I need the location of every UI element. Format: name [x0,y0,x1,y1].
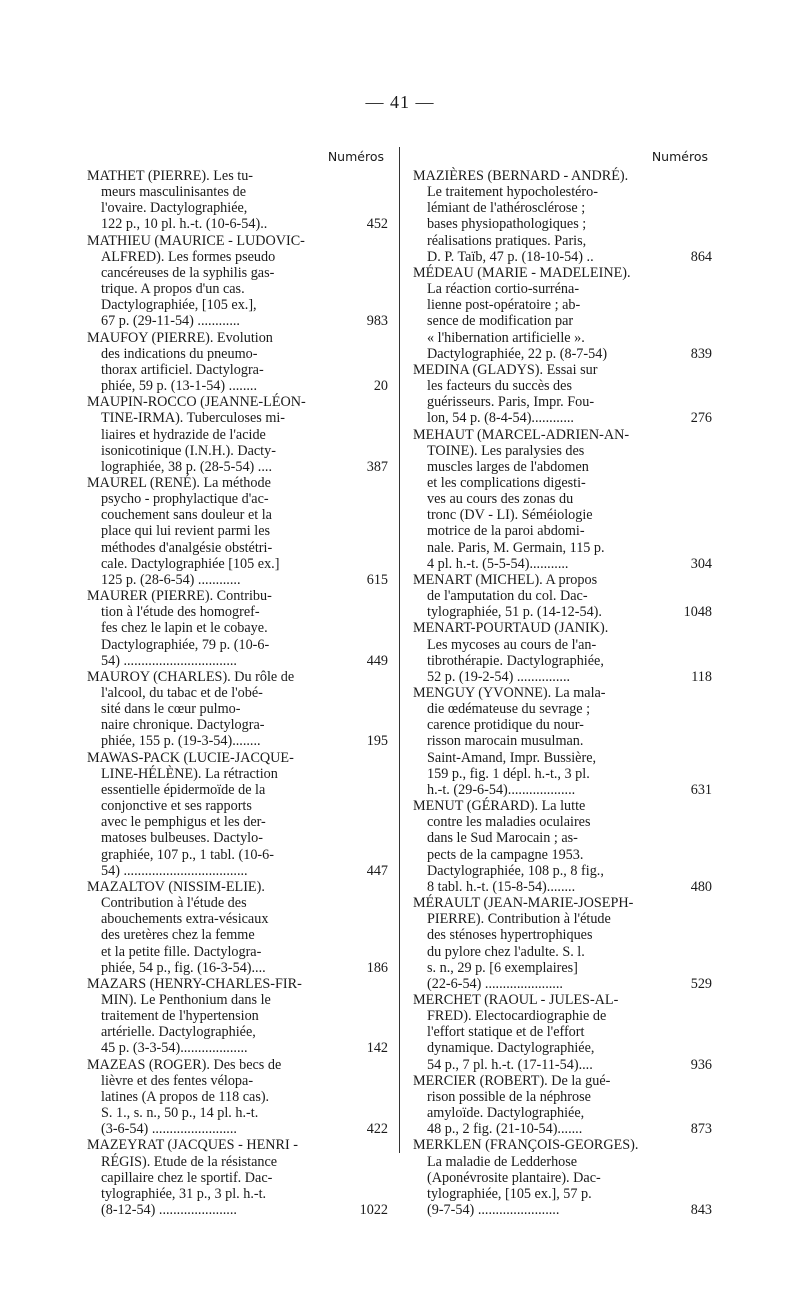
entry-text-line: trique. A propos d'un cas. [101,281,245,298]
entry-text-line: rison possible de la néphrose [427,1088,591,1105]
entry-number: 142 [366,1040,388,1057]
entry-text-line: 48 p., 2 fig. (21-10-54)....... [427,1121,583,1138]
entry-text-line: l'effort statique et de l'effort [427,1024,585,1041]
entry-text-line: thorax artificiel. Dactylogra- [101,361,264,378]
entry-text-line: réalisations pratiques. Paris, [427,232,587,249]
entry-text-line: cale. Dactylographiée [105 ex.] [101,555,280,572]
entry-number: 20 [373,378,388,395]
entry-number: 387 [366,458,388,475]
entry-text-line: cancéreuses de la syphilis gas- [101,264,275,281]
entry-text-line: méthodes d'analgésie obstétri- [101,539,273,556]
entry-text-line: ALFRED). Les formes pseudo [101,248,276,265]
entry-number: 936 [690,1056,712,1073]
entry-text-line: S. 1., s. n., 50 p., 14 pl. h.-t. [101,1105,259,1122]
entry-number: 304 [690,555,712,572]
entry-list [87,168,388,1218]
entry-text-line: fes chez le lapin et le cobaye. [101,620,268,637]
entry-text-line: phiée, 155 p. (19-3-54)........ [101,733,261,750]
entry-text-line: nale. Paris, M. Germain, 115 p. [427,539,605,556]
entry-text-line: PIERRE). Contribution à l'étude [427,911,611,928]
entry-text-line: l'ovaire. Dactylographiée, [101,200,248,217]
entry-text-line: MIN). Le Penthonium dans le [101,991,271,1008]
entry-number: 864 [690,248,712,265]
bibliography-entry [87,1137,388,1218]
bibliography-entry [87,750,388,879]
entry-text-line: La réaction cortio-surréna- [427,281,580,298]
entry-text-line: 45 p. (3-3-54)................... [101,1040,248,1057]
entry-text-line: essentielle épidermoïde de la [101,781,266,798]
entry-text-line: tibrothérapie. Dactylographiée, [427,652,604,669]
right-column [413,145,712,1218]
bibliography-entry [413,992,712,1073]
entry-text-line: D. P. Taïb, 47 p. (18-10-54) .. [427,248,594,265]
entry-text-line: tion à l'étude des homogref- [101,604,260,621]
entry-text-line: 54) ................................ [101,652,237,669]
bibliography-entry [413,1137,712,1218]
entry-text-line: RÉGIS). Etude de la résistance [101,1153,278,1170]
bibliography-entry [413,572,712,620]
entry-text-line: phiée, 59 p. (13-1-54) ........ [101,378,258,395]
entry-author-line: MAUPIN-ROCCO (JEANNE-LÉON- [87,394,306,411]
entry-text-line: les facteurs du succès des [427,378,572,395]
entry-author-line: MERCHET (RAOUL - JULES-AL- [413,991,619,1008]
bibliography-entry [87,976,388,1057]
entry-text-line: tylographiée, 31 p., 3 pl. h.-t. [101,1185,267,1202]
bibliography-entry [87,669,388,750]
entry-text-line: pects de la campagne 1953. [427,846,584,863]
entry-author-line: MAURER (PIERRE). Contribu- [87,588,272,605]
entry-text-line: sence de modification par [427,313,574,330]
bibliography-entry [87,330,388,395]
entry-text-line: tylographiée, [105 ex.], 57 p. [427,1185,592,1202]
entry-text-line: 122 p., 10 pl. h.-t. (10-6-54).. [101,216,268,233]
bibliography-entry [87,1057,388,1138]
entry-text-line: amyloïde. Dactylographiée, [427,1105,585,1122]
entry-text-line: des sténoses hypertrophiques [427,927,593,944]
entry-text-line: et la petite fille. Dactylogra- [101,943,262,960]
entry-text-line: contre les maladies oculaires [427,814,591,831]
entry-list [413,168,712,1218]
entry-text-line: h.-t. (29-6-54)................... [427,781,576,798]
bibliography-entry [413,362,712,427]
entry-number: 447 [366,862,388,879]
entry-number: 480 [690,878,712,895]
entry-author-line: MAWAS-PACK (LUCIE-JACQUE- [87,749,294,766]
entry-text-line: Le traitement hypocholestéro- [427,184,598,201]
column-header-numeros: Numéros [651,149,708,164]
entry-text-line: muscles larges de l'abdomen [427,458,589,475]
entry-text-line: Contribution à l'étude des [101,895,247,912]
entry-text-line: isonicotinique (I.N.H.). Dacty- [101,442,276,459]
entry-text-line: risson marocain musulman. [427,733,584,750]
entry-text-line: matoses bulbeuses. Dactylo- [101,830,263,847]
entry-text-line: naire chronique. Dactylogra- [101,717,265,734]
entry-text-line: Dactylographiée, [105 ex.], [101,297,257,314]
left-column [87,145,388,1218]
entry-number: 615 [366,571,388,588]
bibliography-entry [87,588,388,669]
entry-number: 1022 [359,1202,388,1218]
entry-author-line: MAUROY (CHARLES). Du rôle de [87,668,295,685]
column-divider [399,147,400,1153]
entry-text-line: abouchements extra-vésicaux [101,911,269,928]
entry-author-line: MATHET (PIERRE). Les tu- [87,168,254,184]
bibliography-entry [413,168,712,265]
bibliography-entry [413,895,712,992]
entry-number: 1048 [683,604,712,621]
entry-text-line: latines (A propos de 118 cas). [101,1088,270,1105]
entry-text-line: couchement sans douleur et la [101,507,272,524]
entry-author-line: MAUFOY (PIERRE). Evolution [87,329,273,346]
entry-author-line: MENGUY (YVONNE). La mala- [413,685,606,701]
entry-text-line: traitement de l'hypertension [101,1008,259,1025]
entry-text-line: TINE-IRMA). Tuberculoses mi- [101,410,286,427]
bibliography-entry [87,879,388,976]
entry-number: 449 [366,652,388,669]
entry-text-line: bases physiopathologiques ; [427,216,587,233]
entry-text-line: lièvre et des fentes vélopa- [101,1072,254,1089]
entry-text-line: TOINE). Les paralysies des [427,442,585,459]
entry-text-line: (Aponévrosite plantaire). Dac- [427,1169,601,1186]
entry-number: 195 [366,733,388,750]
bibliography-entry [87,475,388,588]
entry-author-line: MAZALTOV (NISSIM-ELIE). [87,878,265,895]
entry-text-line: tylographiée, 51 p. (14-12-54). [427,604,602,621]
entry-number: 186 [366,959,388,976]
entry-number: 452 [366,216,388,233]
entry-text-line: meurs masculinisantes de [101,184,246,201]
bibliography-entry [87,233,388,330]
entry-text-line: place qui lui revient parmi les [101,523,271,540]
entry-text-line: phiée, 54 p., fig. (16-3-54).... [101,959,266,976]
entry-text-line: motrice de la paroi abdomi- [427,523,585,540]
entry-text-line: lographiée, 38 p. (28-5-54) .... [101,458,272,475]
entry-text-line: de l'amputation du col. Dac- [427,588,588,605]
entry-text-line: (9-7-54) ....................... [427,1202,560,1218]
entry-number: 276 [690,410,712,427]
entry-text-line: die œdémateuse du sevrage ; [427,701,591,718]
entry-author-line: MATHIEU (MAURICE - LUDOVIC- [87,232,305,249]
entry-text-line: lienne post-opératoire ; ab- [427,297,581,314]
entry-text-line: Dactylographiée, 79 p. (10-6- [101,636,270,653]
entry-number: 631 [690,781,712,798]
entry-text-line: La maladie de Ledderhose [427,1153,578,1170]
entry-number: 843 [690,1202,712,1218]
entry-text-line: « l'hibernation artificielle ». [427,329,585,346]
entry-text-line: des uretères chez la femme [101,927,255,944]
entry-text-line: (3-6-54) ........................ [101,1121,237,1138]
entry-text-line: (22-6-54) ...................... [427,975,563,992]
entry-text-line: 4 pl. h.-t. (5-5-54)........... [427,555,569,572]
entry-text-line: des indications du pneumo- [101,345,258,362]
entry-text-line: lon, 54 p. (8-4-54)............ [427,410,574,427]
entry-text-line: psycho - prophylactique d'ac- [101,491,269,508]
bibliography-entry [413,798,712,895]
entry-text-line: du pylore chez l'adulte. S. l. [427,943,585,960]
entry-text-line: 8 tabl. h.-t. (15-8-54)........ [427,878,576,895]
entry-number: 873 [690,1121,712,1138]
entry-text-line: carence protidique du nour- [427,717,584,734]
entry-text-line: ves au cours des zonas du [427,491,574,508]
entry-text-line: capillaire chez le sportif. Dac- [101,1169,273,1186]
entry-text-line: tronc (DV - LI). Séméiologie [427,507,593,524]
bibliography-entry [87,394,388,475]
entry-author-line: MERCIER (ROBERT). De la gué- [413,1072,611,1089]
entry-text-line: artérielle. Dactylographiée, [101,1024,256,1041]
entry-text-line: 125 p. (28-6-54) ............ [101,571,241,588]
entry-text-line: 54 p., 7 pl. h.-t. (17-11-54).... [427,1056,593,1073]
entry-text-line: Dactylographiée, 108 p., 8 fig., [427,862,604,879]
entry-text-line: 159 p., fig. 1 dépl. h.-t., 3 pl. [427,765,590,782]
entry-author-line: MENART (MICHEL). A propos [413,571,598,588]
bibliography-entry [413,265,712,362]
entry-text-line: FRED). Electocardiographie de [427,1008,607,1025]
entry-author-line: MAZARS (HENRY-CHARLES-FIR- [87,975,302,992]
entry-author-line: MÉDEAU (MARIE - MADELEINE). [413,264,631,281]
bibliography-entry [413,427,712,572]
entry-author-line: MENUT (GÉRARD). La lutte [413,798,586,815]
entry-text-line: Saint-Amand, Impr. Bussière, [427,749,597,766]
entry-number: 983 [366,313,388,330]
bibliography-entry [413,685,712,798]
entry-text-line: guérisseurs. Paris, Impr. Fou- [427,394,595,411]
entry-text-line: (8-12-54) ...................... [101,1202,237,1218]
entry-author-line: MEHAUT (MARCEL-ADRIEN-AN- [413,426,630,443]
entry-text-line: LINE-HÉLÈNE). La rétraction [101,765,278,782]
entry-number: 422 [366,1121,388,1138]
entry-author-line: MAZEAS (ROGER). Des becs de [87,1056,282,1073]
entry-text-line: et les complications digesti- [427,474,586,491]
entry-text-line: 67 p. (29-11-54) ............ [101,313,240,330]
entry-author-line: MAZIÈRES (BERNARD - ANDRÉ). [413,168,629,184]
entry-text-line: Les mycoses au cours de l'an- [427,636,597,653]
entry-number: 118 [691,668,712,685]
bibliography-entry [87,168,388,233]
entry-text-line: 52 p. (19-2-54) ............... [427,668,571,685]
bibliography-entry [413,620,712,685]
entry-text-line: s. n., 29 p. [6 exemplaires] [427,959,578,976]
entry-author-line: MAZEYRAT (JACQUES - HENRI - [87,1137,298,1154]
entry-author-line: MAUREL (RENÉ). La méthode [87,474,271,491]
entry-author-line: MÉRAULT (JEAN-MARIE-JOSEPH- [413,895,634,912]
entry-text-line: 54) ................................... [101,862,248,879]
entry-text-line: graphiée, 107 p., 1 tabl. (10-6- [101,846,274,863]
entry-text-line: liaires et hydrazide de l'acide [101,426,266,443]
entry-text-line: sité dans le cœur pulmo- [101,701,241,718]
entry-text-line: Dactylographiée, 22 p. (8-7-54) [427,345,608,362]
entry-number: 529 [690,975,712,992]
bibliography-entry [413,1073,712,1138]
entry-text-line: avec le pemphigus et les der- [101,814,266,831]
page-number: — 41 — [365,92,435,112]
entry-text-line: dans le Sud Marocain ; as- [427,830,578,847]
entry-author-line: MERKLEN (FRANÇOIS-GEORGES). [413,1137,639,1154]
entry-text-line: l'alcool, du tabac et de l'obé- [101,685,263,701]
entry-text-line: conjonctive et ses rapports [101,798,252,815]
entry-author-line: MENART-POURTAUD (JANIK). [413,620,609,637]
entry-author-line: MEDINA (GLADYS). Essai sur [413,361,598,378]
entry-text-line: dynamique. Dactylographiée, [427,1040,595,1057]
entry-number: 839 [690,345,712,362]
column-header-numeros: Numéros [327,149,384,164]
entry-text-line: lémiant de l'athérosclérose ; [427,200,586,217]
